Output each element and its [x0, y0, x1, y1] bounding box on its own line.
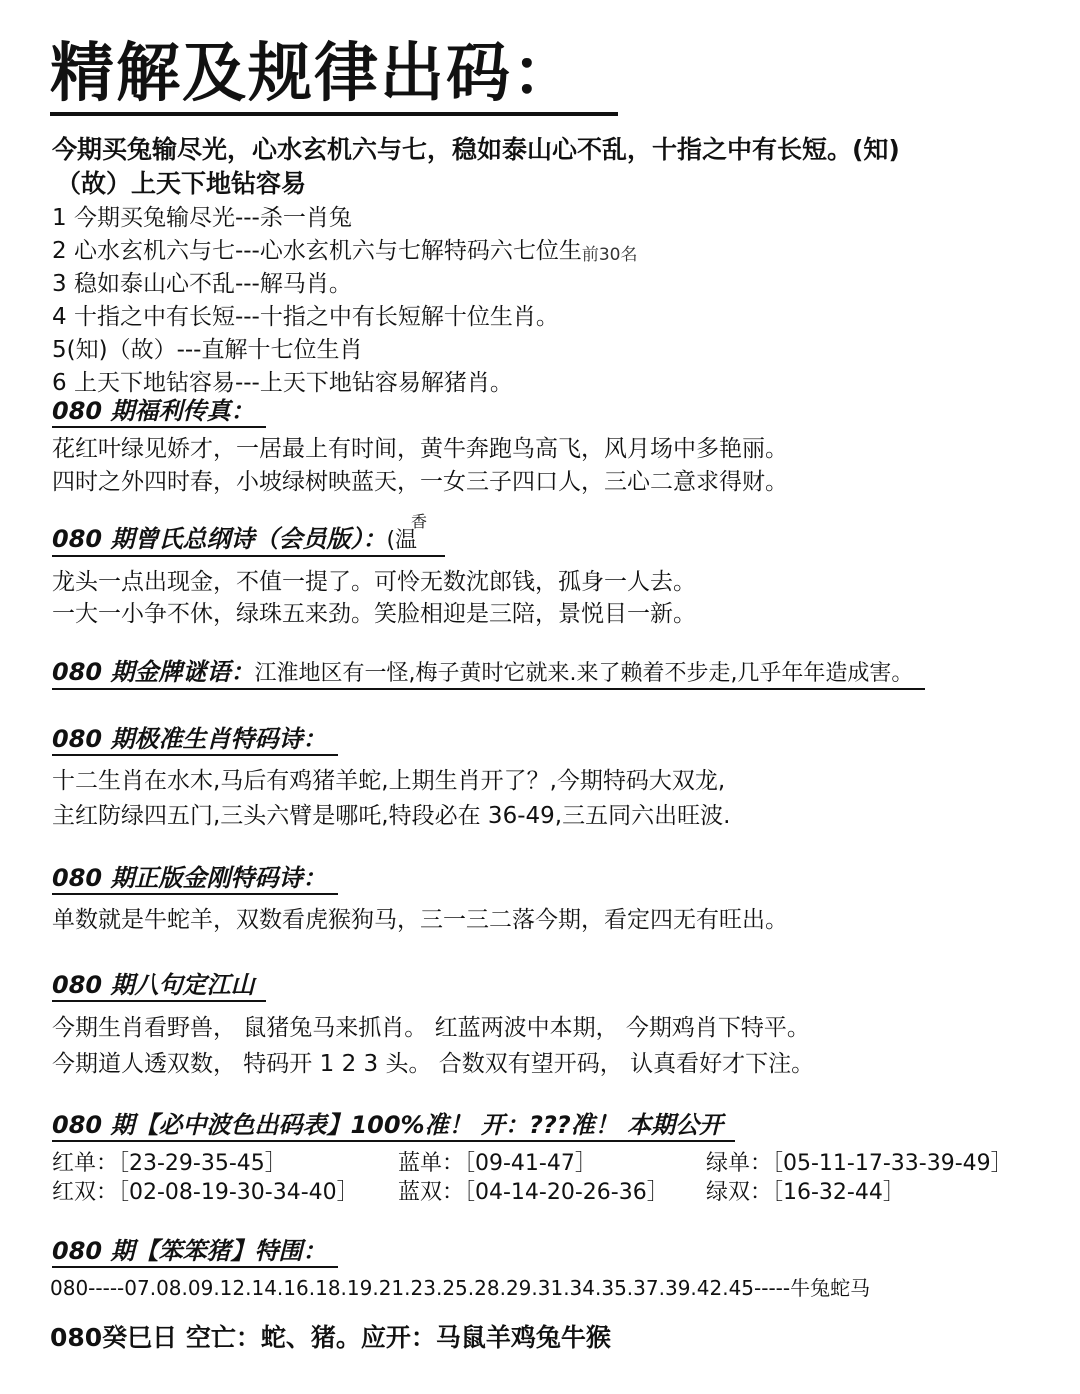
explain-line-6: 6 上天下地钻容易---上天下地钻容易解猪肖。 [52, 370, 513, 396]
riddle-line-2: （故）上天下地钻容易 [56, 169, 307, 198]
bose-red-double: 红双：［02-08-19-30-34-40］ [52, 1180, 359, 1205]
page-title: 精解及规律出码： [50, 38, 618, 116]
fuli-line-2: 四时之外四时春，小坡绿树映蓝天，一女三子四口人，三心二意求得财。 [52, 469, 788, 495]
zengshi-line-1: 龙头一点出现金，不值一提了。可怜无数沈郎钱，孤身一人去。 [52, 569, 696, 595]
bose-heading: 080 期【必中波色出码表】100%准！ 开：???准！ 本期公开 [52, 1110, 735, 1142]
explain-line-2: 2 心水玄机六与七---心水玄机六与七解特码六七位生前30名 [52, 238, 638, 265]
zengshi-line-2: 一大一小争不休，绿珠五来劲。笑脸相迎是三陪，景悦目一新。 [52, 601, 696, 627]
bajv-line-1: 今期生肖看野兽， 鼠猪兔马来抓肖。 红蓝两波中本期， 今期鸡肖下特平。 [52, 1015, 810, 1041]
fuli-line-1: 花红叶绿见娇才，一居最上有时间，黄牛奔跑鸟高飞，风月场中多艳丽。 [52, 436, 788, 462]
riddle-line-1: 今期买兔输尽光，心水玄机六与七，稳如泰山心不乱，十指之中有长短。(知) [52, 135, 900, 164]
benzhu-line: 080-----07.08.09.12.14.16.18.19.21.23.25.28.29.31.34.35.37.39.42.45-----牛兔蛇马 [50, 1276, 871, 1300]
zengshi-tag: (温 [386, 528, 418, 553]
explain-line-3: 3 稳如泰山心不乱---解马肖。 [52, 271, 352, 297]
jizhun-line-1: 十二生肖在水木,马后有鸡猪羊蛇,上期生肖开了？,今期特码大双龙, [52, 768, 726, 794]
jizhun-line-2: 主红防绿四五门,三头六臂是哪吒,特段必在 36-49,三五同六出旺波. [52, 803, 731, 829]
jinpai-text: 江淮地区有一怪,梅子黄时它就来.来了赖着不步走,几乎年年造成害。 [254, 661, 914, 686]
bajv-heading: 080 期八句定江山 [52, 970, 266, 1002]
explain-line-5: 5(知)（故）---直解十七位生肖 [52, 337, 363, 363]
zengshi-tag-note: 香 [411, 512, 428, 531]
fuli-heading: 080 期福利传真： [52, 396, 266, 428]
zengshi-heading: 080 期曾氏总纲诗（会员版）：(温$^香$ [52, 524, 445, 557]
bose-green-single: 绿单：［05-11-17-33-39-49］ [706, 1151, 1013, 1176]
explain-note: 前30名 [581, 245, 638, 265]
benzhu-heading: 080 期【笨笨猪】特围： [52, 1236, 338, 1268]
bajv-line-2: 今期道人透双数， 特码开 1 2 3 头。 合数双有望开码， 认真看好才下注。 [52, 1051, 815, 1077]
jingang-line: 单数就是牛蛇羊，双数看虎猴狗马，三一三二落今期，看定四无有旺出。 [52, 907, 788, 933]
explain-line-1: 1 今期买兔输尽光---杀一肖兔 [52, 205, 352, 231]
explain-line-4: 4 十指之中有长短---十指之中有长短解十位生肖。 [52, 304, 559, 330]
bose-green-double: 绿双：［16-32-44］ [706, 1180, 905, 1205]
bose-red-single: 红单：［23-29-35-45］ [52, 1151, 287, 1176]
jizhun-heading: 080 期极准生肖特码诗： [52, 724, 338, 756]
jingang-heading: 080 期正版金刚特码诗： [52, 863, 338, 895]
jinpai-heading: 080 期金牌谜语：江淮地区有一怪,梅子黄时它就来.来了赖着不步走,几乎年年造成害。 [52, 657, 925, 690]
bose-blue-single: 蓝单：［09-41-47］ [398, 1151, 597, 1176]
footer-line: 080癸巳日 空亡：蛇、猪。应开：马鼠羊鸡兔牛猴 [50, 1323, 611, 1352]
bose-blue-double: 蓝双：［04-14-20-26-36］ [398, 1180, 669, 1205]
